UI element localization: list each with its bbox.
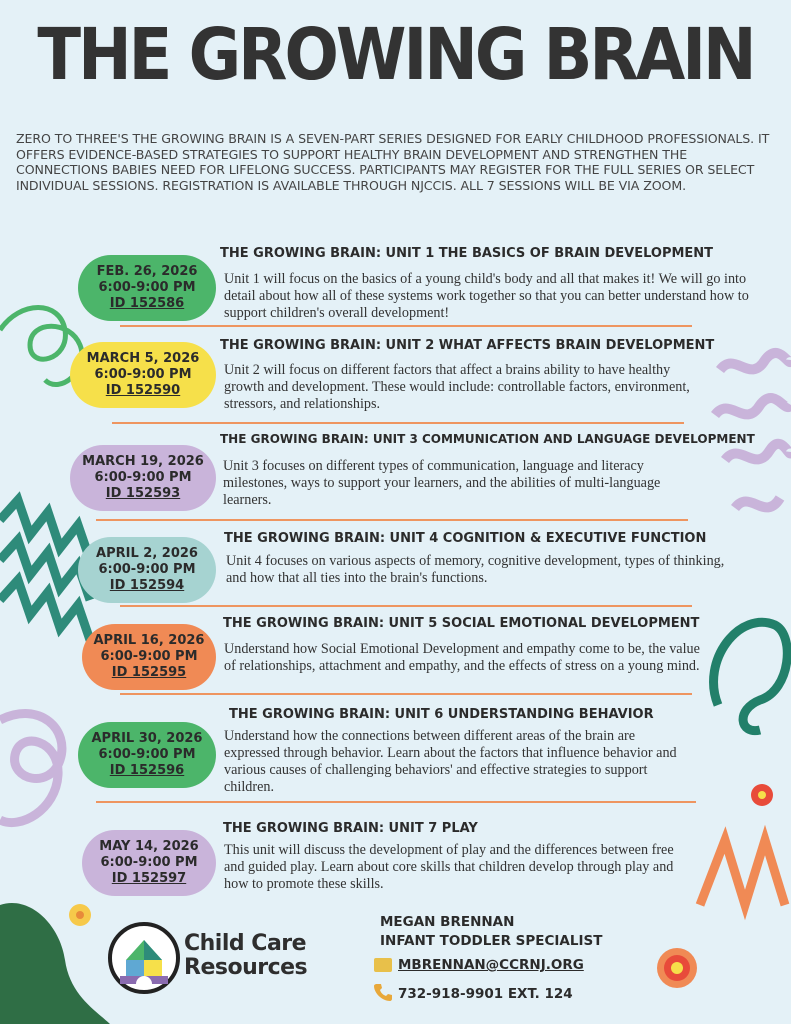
unit-id-link[interactable]: ID 152590 (105, 383, 181, 398)
unit-date: FEB. 26, 2026 (96, 264, 198, 279)
unit-date: MARCH 19, 2026 (82, 454, 204, 469)
contact-phone[interactable]: 732-918-9901 EXT. 124 (398, 986, 573, 1002)
divider (96, 519, 688, 521)
org-name (184, 932, 307, 980)
unit-1-description: Unit 1 will focus on the basics of a young child's body and all that makes it! We will go into detail about how all of these systems work together so that you can better understand how to support children's overall development! (224, 271, 749, 321)
green-blob-decoration (714, 622, 788, 730)
unit-time: 6:00-9:00 PM (98, 280, 196, 295)
divider (112, 422, 684, 424)
phone-icon (374, 983, 392, 1001)
purple-squiggle-decoration-2 (715, 398, 791, 415)
unit-time: 6:00-9:00 PM (94, 470, 192, 485)
unit-date: APRIL 16, 2026 (93, 633, 205, 648)
unit-id-link[interactable]: ID 152595 (111, 665, 187, 680)
unit-id-link[interactable]: ID 152594 (109, 578, 185, 593)
unit-id-link[interactable]: ID 152597 (111, 871, 187, 886)
intro-paragraph: ZERO TO THREE'S THE GROWING BRAIN IS A SEVEN-PART SERIES DESIGNED FOR EARLY CHILDHOOD PROFESSIONALS. IT OFFERS EVIDENCE-BASED STRATEGIES TO SUPPORT HEALTHY BRAIN DEVELOPMENT AND STRENGTHEN THE CONNECTIONS BABIES NEED FOR LIFELONG SUCCESS. PARTICIPANTS MAY REGISTER FOR THE FULL SERIES OR SELECT INDIVIDUAL SESSIONS. REGISTRATION IS AVAILABLE THROUGH NJCCIS. ALL 7 SESSIONS WILL BE VIA ZOOM. (16, 131, 770, 193)
unit-time: 6:00-9:00 PM (98, 562, 196, 577)
unit-4-description: Unit 4 focuses on various aspects of memory, cognitive development, types of thinking, and how that all ties into the brain's functions. (226, 553, 725, 586)
unit-date: MARCH 5, 2026 (86, 351, 200, 366)
divider (120, 605, 692, 607)
teal-zigzag-decoration-3 (0, 580, 90, 640)
unit-7-title: THE GROWING BRAIN: UNIT 7 PLAY (223, 821, 478, 836)
page-title: THE GROWING BRAIN (37, 14, 754, 97)
unit-time: 6:00-9:00 PM (98, 747, 196, 762)
unit-7-date-pill (82, 830, 216, 896)
flower-icon-2 (657, 948, 697, 988)
org-name-line1: Child Care (184, 931, 307, 956)
unit-date: APRIL 2, 2026 (96, 546, 198, 561)
contact-name: MEGAN BRENNAN (380, 914, 515, 930)
orange-zigzag-decoration (700, 840, 785, 905)
unit-1-date-pill (78, 255, 216, 321)
unit-5-date-pill (82, 624, 216, 690)
unit-3-description: Unit 3 focuses on different types of communication, language and literacy milestones, ways to support your learners, and the abilities of multi-language learners. (223, 458, 661, 508)
unit-2-description: Unit 2 will focus on different factors that affect a brains ability to have healthy growth and development. These would include: controllable factors, environment, stressors, and relationships. (224, 362, 690, 412)
unit-2-date-pill (70, 342, 216, 408)
purple-squiggle-decoration-3 (725, 444, 791, 460)
unit-id-link[interactable]: ID 152596 (109, 763, 185, 778)
unit-1-title: THE GROWING BRAIN: UNIT 1 THE BASICS OF BRAIN DEVELOPMENT (220, 246, 714, 261)
email-icon (374, 958, 392, 972)
unit-time: 6:00-9:00 PM (100, 649, 198, 664)
unit-time: 6:00-9:00 PM (100, 855, 198, 870)
flower-icon (751, 784, 773, 806)
unit-6-date-pill (78, 722, 216, 788)
unit-time: 6:00-9:00 PM (94, 367, 192, 382)
contact-email[interactable]: MBRENNAN@CCRNJ.ORG (398, 957, 584, 973)
unit-5-description: Understand how Social Emotional Development and empathy come to be, the value of relationships, attachment and empathy, and the effects of stress on a young mind. (224, 641, 700, 674)
unit-5-title: THE GROWING BRAIN: UNIT 5 SOCIAL EMOTIONAL DEVELOPMENT (223, 616, 700, 631)
purple-swirl-decoration (0, 714, 62, 823)
green-hill-decoration (0, 903, 110, 1024)
org-name-line2: Resources (184, 955, 308, 980)
divider (96, 801, 696, 803)
divider (120, 325, 692, 327)
flower-icon-3 (69, 904, 91, 926)
purple-squiggle-decoration (720, 353, 791, 370)
unit-3-date-pill (70, 445, 216, 511)
unit-4-title: THE GROWING BRAIN: UNIT 4 COGNITION & EXECUTIVE FUNCTION (224, 531, 707, 546)
unit-3-title: THE GROWING BRAIN: UNIT 3 COMMUNICATION AND LANGUAGE DEVELOPMENT (220, 432, 755, 446)
unit-6-title: THE GROWING BRAIN: UNIT 6 UNDERSTANDING BEHAVIOR (229, 707, 654, 722)
unit-id-link[interactable]: ID 152586 (109, 296, 185, 311)
purple-squiggle-decoration-4 (735, 498, 780, 508)
divider (120, 693, 692, 695)
contact-role: INFANT TODDLER SPECIALIST (380, 933, 603, 949)
unit-6-description: Understand how the connections between different areas of the brain are expressed through behavior. Learn about the factors that influence behavior and various causes of challenging behaviors' and effective strategies to support children. (224, 728, 677, 795)
unit-2-title: THE GROWING BRAIN: UNIT 2 WHAT AFFECTS BRAIN DEVELOPMENT (220, 338, 715, 353)
unit-4-date-pill (78, 537, 216, 603)
unit-date: APRIL 30, 2026 (91, 731, 203, 746)
unit-date: MAY 14, 2026 (99, 839, 199, 854)
unit-id-link[interactable]: ID 152593 (105, 486, 181, 501)
unit-7-description: This unit will discuss the development of play and the differences between free and guided play. Learn about core skills that children develop through play and how to promote these skills. (224, 842, 674, 892)
